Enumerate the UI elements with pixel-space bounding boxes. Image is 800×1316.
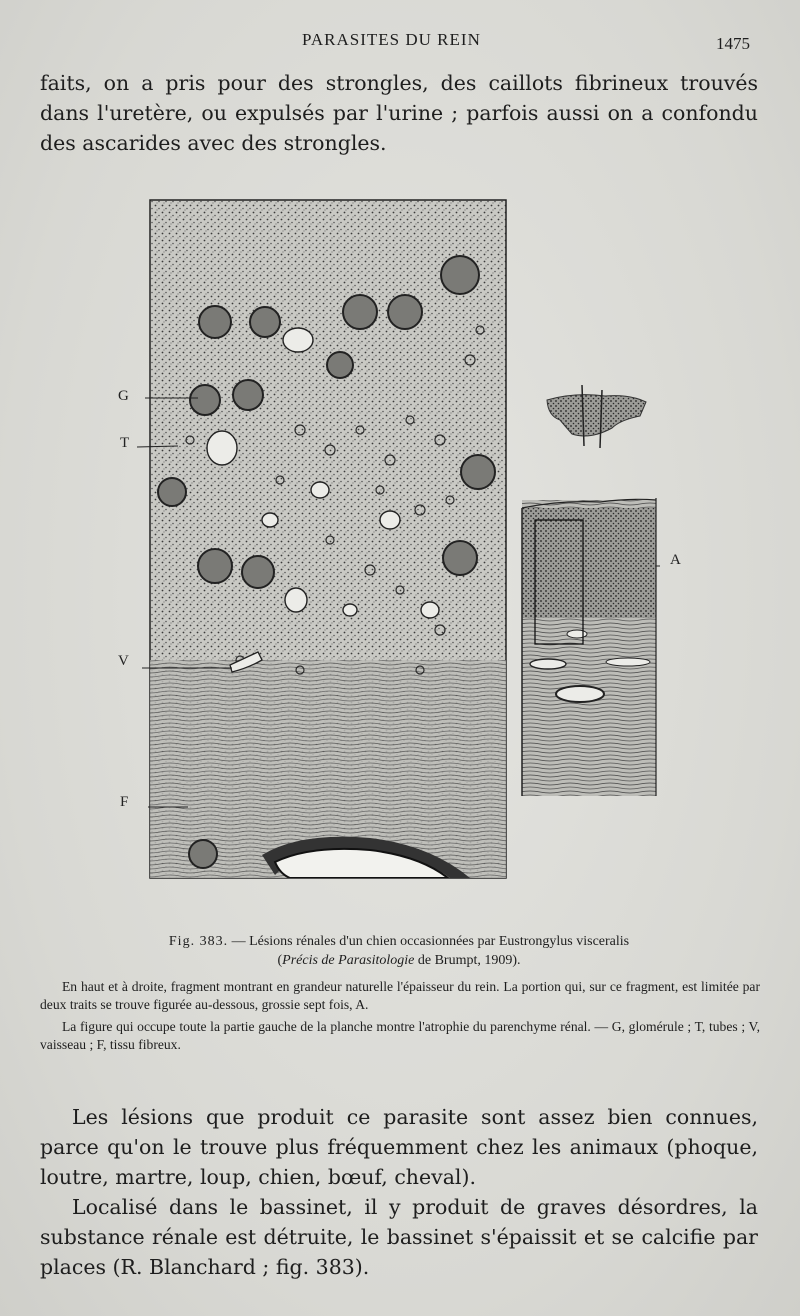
caption-paragraph-1 — [40, 978, 760, 1014]
figure-label-t: T — [120, 435, 130, 451]
running-head — [0, 30, 800, 54]
bottom-paragraph-1 — [40, 1102, 758, 1192]
figure-caption-text: — Lésions rénales d'un chien occasionnées par Eustrongylus visceralis — [231, 934, 630, 949]
kidney-section-enlarged — [522, 498, 656, 796]
figure-383 — [0, 190, 800, 920]
figure-label-v: V — [118, 653, 129, 669]
bottom-paragraph-2 — [40, 1192, 758, 1282]
figure-number: Fig. 383. — [168, 934, 229, 949]
figure-label-f: F — [120, 794, 129, 810]
kidney-section-left — [150, 200, 506, 878]
figure-caption-title: Fig. 383. — Lésions rénales d'un chien occasionnées par Eustrongylus visceralis (Précis de Parasitologie de Brumpt, 1909). — [168, 934, 630, 968]
running-title: PARASITES DU REIN — [302, 30, 481, 49]
caption-paragraph-2-text: La figure qui occupe toute la partie gauche de la planche montre l'atrophie du parenchyme rénal. — G, glomérule ; T, tubes ; V, vaisseau ; F, tissu fibreux. — [40, 1019, 760, 1052]
figure-source-rest: de Brumpt, 1909). — [417, 953, 521, 968]
caption-paragraph-1-text: En haut et à droite, fragment montrant en grandeur naturelle l'épaisseur du rein. La portion qui, sur ce fragment, est limitée par deux traits se trouve figurée au-dessous, grossie sept fois, A. — [40, 979, 760, 1012]
caption-paragraph-2 — [40, 1018, 760, 1054]
top-paragraph: faits, on a pris pour des strongles, des caillots fibrineux trouvés dans l'uretère, ou expulsés par l'urine ; parfois aussi on a confondu des ascarides avec des strongles. — [40, 71, 758, 155]
bottom-paragraph-1-text: Les lésions que produit ce parasite sont assez bien connues, parce qu'on le trouve plus fréquemment chez les animaux (phoque, loutre, martre, loup, chien, bœuf, cheval). — [40, 1105, 758, 1189]
figure-label-a: A — [670, 552, 681, 568]
figure-source-title: Précis de Parasitologie — [282, 953, 415, 968]
kidney-fragment-natural-size — [547, 385, 646, 448]
bottom-paragraph-2-text: Localisé dans le bassinet, il y produit de graves désordres, la substance rénale est détruite, le bassinet s'épaissit et se calcifie par places (R. Blanchard ; fig. 383). — [40, 1195, 758, 1279]
figure-label-g: G — [118, 388, 129, 404]
page-number: 1475 — [716, 34, 750, 53]
